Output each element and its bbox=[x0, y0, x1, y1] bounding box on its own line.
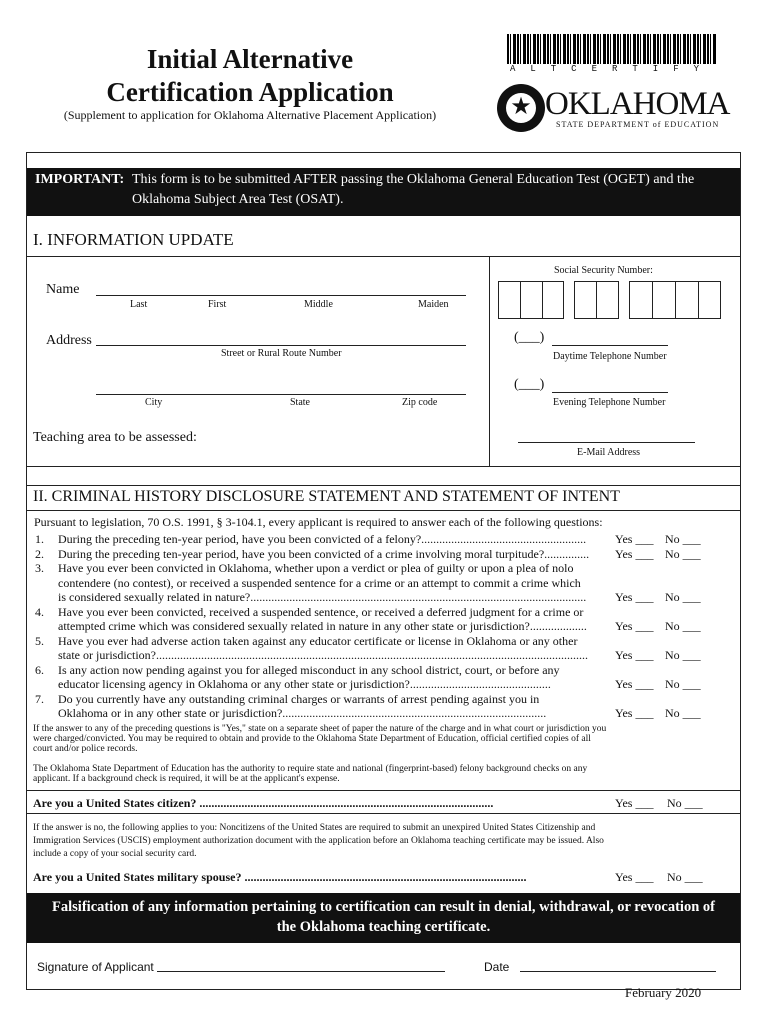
divider bbox=[27, 813, 740, 814]
name-last-caption: Last bbox=[130, 299, 148, 310]
section2-intro: Pursuant to legislation, 70 O.S. 1991, § 3-104.1, every applicant is required to answer each of the following questions: bbox=[34, 515, 603, 529]
question-text: During the preceding ten-year period, have you been convicted of a felony?....................................................... bbox=[58, 532, 587, 546]
citizen-note-line: If the answer is no, the following applies to you: Noncitizens of the United States are required to submit an unexpired United States Citizenship and bbox=[33, 823, 596, 833]
background-note bbox=[33, 764, 733, 784]
question-number: 4. bbox=[35, 604, 44, 619]
date-label: Date bbox=[484, 960, 510, 974]
name-label: Name bbox=[46, 282, 80, 297]
state-caption: State bbox=[290, 397, 310, 408]
question-number: 7. bbox=[35, 691, 44, 706]
citizen-note-line: include a copy of your social security card. bbox=[33, 849, 197, 859]
citizen-question: Are you a United States citizen? .................................................................................................. bbox=[33, 796, 494, 810]
street-field[interactable] bbox=[96, 345, 466, 346]
revision-date: February 2020 bbox=[625, 985, 702, 1000]
citizen-note bbox=[33, 822, 733, 861]
answer-yes[interactable]: Yes ___ bbox=[615, 590, 654, 604]
divider bbox=[27, 510, 740, 511]
day-phone-caption: Daytime Telephone Number bbox=[553, 351, 667, 362]
section1-heading: I. INFORMATION UPDATE bbox=[33, 230, 234, 249]
form-title-line2: Certification Application bbox=[106, 77, 394, 107]
question-text: contendere (no contest), or received a suspended sentence for a crime or an attempt to commit a crime which bbox=[58, 575, 581, 590]
yes-note-line: were charged/convicted. You may be required to obtain and provide to the Oklahoma State Department of Education, official certified copies of all bbox=[33, 734, 591, 744]
email-field[interactable] bbox=[518, 442, 695, 443]
divider bbox=[596, 281, 597, 319]
ssn-field-part1[interactable] bbox=[498, 281, 564, 319]
ssn-label: Social Security Number: bbox=[554, 265, 653, 276]
street-caption: Street or Rural Route Number bbox=[221, 348, 342, 359]
question-number: 5. bbox=[35, 633, 44, 648]
divider bbox=[520, 281, 521, 319]
city-state-zip-field[interactable] bbox=[96, 394, 466, 395]
answer-no[interactable]: No ___ bbox=[665, 619, 701, 633]
question-text: Have you ever had adverse action taken against any educator certificate or license in Oklahoma or any other bbox=[58, 633, 578, 648]
yes-note-line: If the answer to any of the preceding questions is "Yes," state on a separate sheet of paper the nature of the charge and in what court or jurisdiction you bbox=[33, 724, 607, 734]
important-label: IMPORTANT: bbox=[35, 172, 125, 187]
question-text: educator licensing agency in Oklahoma or any other state or jurisdiction?............................................... bbox=[58, 677, 551, 691]
seal-star-icon: ★ bbox=[510, 94, 532, 120]
answer-yes[interactable]: Yes ___ bbox=[615, 677, 654, 691]
signature-field[interactable] bbox=[157, 971, 445, 972]
answer-no[interactable]: No ___ bbox=[665, 706, 701, 720]
divider bbox=[652, 281, 653, 319]
answer-no[interactable]: No ___ bbox=[665, 590, 701, 604]
answer-yes[interactable]: Yes ___ bbox=[615, 619, 654, 633]
question-text: Do you currently have any outstanding criminal charges or warrants of arrest pending against you in bbox=[58, 691, 540, 706]
teaching-area-label: Teaching area to be assessed: bbox=[33, 430, 197, 445]
question-text: Oklahoma or in any other state or jurisdiction?........................................................................................ bbox=[58, 706, 547, 720]
background-note-line: The Oklahoma State Department of Education has the authority to require state and national (fingerprint-based) felony background checks on any bbox=[33, 764, 588, 774]
citizen-note-line: Immigration Services (USCIS) employment authorization document with the application before an Oklahoma teaching certificate may be issued. Also bbox=[33, 836, 604, 846]
question-number: 1. bbox=[35, 532, 44, 546]
divider bbox=[27, 790, 740, 791]
divider bbox=[698, 281, 699, 319]
warning-line2: the Oklahoma teaching certificate. bbox=[276, 919, 491, 935]
barcode-text: ALTCERTIFY bbox=[509, 64, 714, 74]
answer-no[interactable]: No ___ bbox=[665, 532, 701, 546]
divider bbox=[542, 281, 543, 319]
eve-phone-field[interactable] bbox=[552, 392, 668, 393]
day-phone-field[interactable] bbox=[552, 345, 668, 346]
answer-yes[interactable]: Yes ___ bbox=[615, 706, 654, 720]
name-maiden-caption: Maiden bbox=[418, 299, 449, 310]
divider bbox=[489, 256, 490, 466]
form-title-line1: Initial Alternative bbox=[146, 44, 354, 74]
yes-note-line: court and/or police records. bbox=[33, 744, 138, 754]
important-line2: Oklahoma Subject Area Test (OSAT). bbox=[132, 192, 344, 207]
logo-oklahoma: OKLAHOMA bbox=[545, 86, 730, 122]
question-text: During the preceding ten-year period, have you been convicted of a crime involving moral turpitude?............... bbox=[58, 546, 590, 561]
military-question: Are you a United States military spouse? .............................................................................................. bbox=[33, 870, 527, 884]
military-no[interactable]: No ___ bbox=[667, 870, 703, 884]
eve-phone-caption: Evening Telephone Number bbox=[553, 397, 666, 408]
city-caption: City bbox=[145, 397, 163, 408]
divider bbox=[27, 466, 740, 467]
question-number: 3. bbox=[35, 561, 44, 575]
answer-yes[interactable]: Yes ___ bbox=[615, 648, 654, 662]
section2-heading: II. CRIMINAL HISTORY DISCLOSURE STATEMENT AND STATEMENT OF INTENT bbox=[33, 488, 620, 505]
question-text: is considered sexually related in nature?................................................................................................................ bbox=[58, 590, 587, 604]
date-field[interactable] bbox=[520, 971, 716, 972]
answer-yes[interactable]: Yes ___ bbox=[615, 532, 654, 546]
divider bbox=[27, 485, 740, 486]
day-phone-area: (___) bbox=[514, 330, 545, 345]
name-middle-caption: Middle bbox=[304, 299, 333, 310]
question-text: Have you ever been convicted, received a suspended sentence, or received a deferred judgment for a crime or bbox=[58, 604, 584, 619]
barcode bbox=[507, 34, 717, 64]
logo-dept: STATE DEPARTMENT of EDUCATION bbox=[556, 120, 720, 129]
answer-no[interactable]: No ___ bbox=[665, 677, 701, 691]
citizen-yes[interactable]: Yes ___ bbox=[615, 796, 654, 810]
yes-note bbox=[33, 724, 733, 754]
eve-phone-area: (___) bbox=[514, 377, 545, 392]
background-note-line: applicant. If a background check is required, it will be at the applicant's expense. bbox=[33, 774, 340, 784]
form-subtitle: (Supplement to application for Oklahoma Alternative Placement Application) bbox=[63, 108, 437, 122]
zip-caption: Zip code bbox=[402, 397, 438, 408]
address-label: Address bbox=[46, 333, 92, 348]
question-text: Have you ever been convicted in Oklahoma, whether upon a verdict or plea of guilty or upon a plea of nolo bbox=[58, 561, 574, 575]
question-text: state or jurisdiction?................................................................................................................................................ bbox=[58, 648, 588, 662]
warning-line1: Falsification of any information pertaining to certification can result in denial, withdrawal, or revocation of bbox=[52, 899, 715, 915]
answer-no[interactable]: No ___ bbox=[665, 648, 701, 662]
answer-yes[interactable]: Yes ___ bbox=[615, 546, 654, 561]
important-line1: This form is to be submitted AFTER passing the Oklahoma General Education Test (OGET) and the bbox=[132, 172, 695, 187]
citizen-no[interactable]: No ___ bbox=[667, 796, 703, 810]
military-yes[interactable]: Yes ___ bbox=[615, 870, 654, 884]
divider bbox=[675, 281, 676, 319]
answer-no[interactable]: No ___ bbox=[665, 546, 701, 561]
divider bbox=[27, 256, 740, 257]
name-first-caption: First bbox=[208, 299, 227, 310]
email-caption: E-Mail Address bbox=[577, 447, 641, 458]
question-text: attempted crime which was considered sexually related in nature in any other state or jurisdiction?................... bbox=[58, 619, 587, 633]
name-field[interactable] bbox=[96, 295, 466, 296]
question-text: Is any action now pending against you for alleged misconduct in any school district, court, or before any bbox=[58, 662, 560, 677]
question-number: 2. bbox=[35, 546, 44, 561]
question-number: 6. bbox=[35, 662, 44, 677]
signature-label: Signature of Applicant bbox=[37, 960, 154, 974]
